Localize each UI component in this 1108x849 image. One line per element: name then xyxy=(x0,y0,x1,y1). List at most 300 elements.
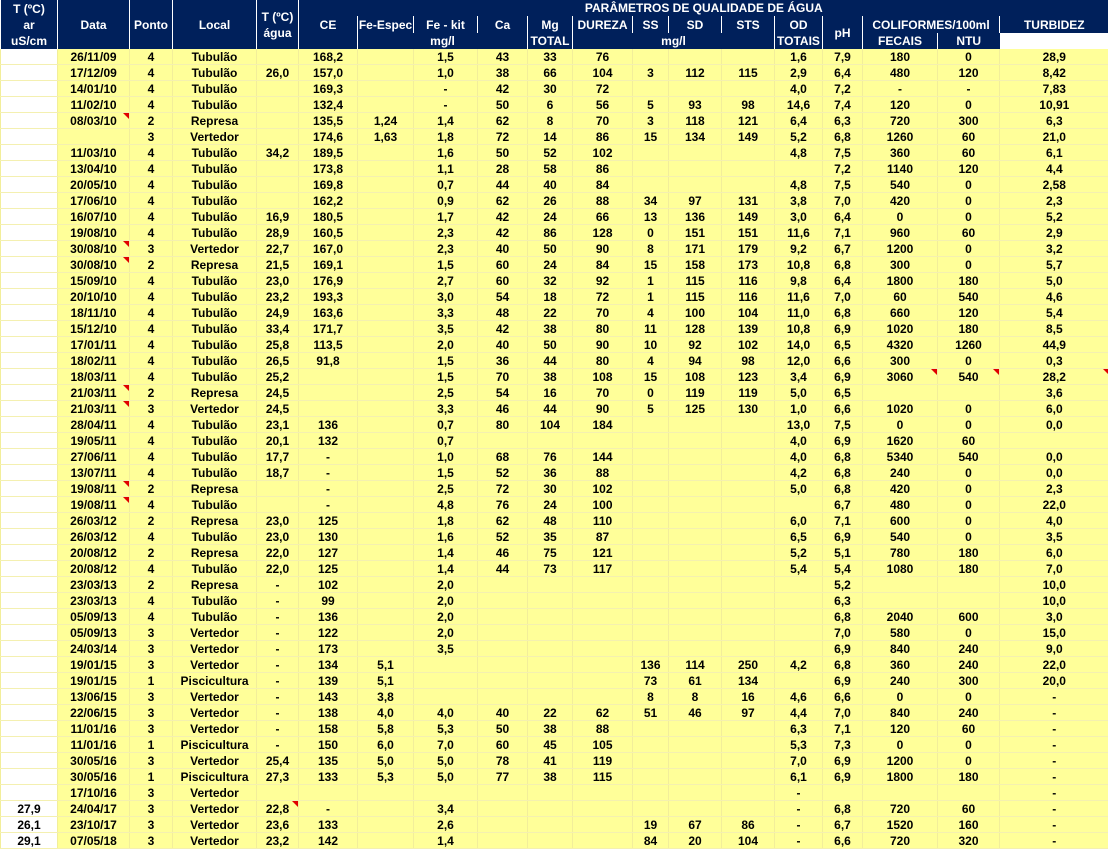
cell-od[interactable]: 3,0 xyxy=(775,209,823,225)
cell-coliformes-fecais[interactable]: 0 xyxy=(938,193,1000,209)
cell-sts[interactable]: 134 xyxy=(722,673,775,689)
cell-ss[interactable]: 5 xyxy=(633,401,669,417)
cell-coliformes-fecais[interactable]: 180 xyxy=(938,769,1000,785)
cell-ph[interactable]: 7,0 xyxy=(823,705,863,721)
cell-data[interactable]: 13/04/10 xyxy=(58,161,130,177)
cell-fe-kit[interactable]: 2,6 xyxy=(414,817,478,833)
cell-mg[interactable]: 24 xyxy=(528,209,573,225)
cell-ca[interactable]: 50 xyxy=(478,97,528,113)
cell-ca[interactable]: 50 xyxy=(478,145,528,161)
cell-coliformes-totais[interactable]: 360 xyxy=(863,145,938,161)
cell-mg[interactable]: 40 xyxy=(528,177,573,193)
cell-local[interactable]: Tubulão xyxy=(173,289,257,305)
cell-ph[interactable]: 6,8 xyxy=(823,657,863,673)
cell-ss[interactable] xyxy=(633,593,669,609)
cell-t-agua[interactable]: 25,8 xyxy=(257,337,299,353)
cell-data[interactable]: 11/01/16 xyxy=(58,721,130,737)
cell-fe-espec[interactable] xyxy=(358,481,414,497)
cell-sd[interactable] xyxy=(669,433,722,449)
cell-t-agua[interactable]: 23,0 xyxy=(257,529,299,545)
cell-t-agua[interactable]: - xyxy=(257,689,299,705)
cell-ca[interactable]: 68 xyxy=(478,449,528,465)
cell-turbidez[interactable]: - xyxy=(1000,705,1108,721)
cell-t-ar[interactable] xyxy=(1,353,58,369)
cell-fe-kit[interactable]: 4,0 xyxy=(414,705,478,721)
cell-ph[interactable]: 7,4 xyxy=(823,97,863,113)
cell-fe-kit[interactable]: 5,0 xyxy=(414,753,478,769)
cell-ph[interactable]: 6,8 xyxy=(823,465,863,481)
cell-coliformes-totais[interactable] xyxy=(863,785,938,801)
cell-coliformes-totais[interactable]: 3060 xyxy=(863,369,938,385)
cell-ponto[interactable]: 3 xyxy=(130,785,173,801)
cell-local[interactable]: Tubulão xyxy=(173,305,257,321)
cell-t-agua[interactable]: 16,9 xyxy=(257,209,299,225)
cell-sts[interactable]: 121 xyxy=(722,113,775,129)
cell-t-agua[interactable]: - xyxy=(257,625,299,641)
cell-od[interactable]: 1,6 xyxy=(775,49,823,65)
cell-dureza[interactable] xyxy=(573,433,633,449)
cell-turbidez[interactable]: 0,0 xyxy=(1000,465,1108,481)
cell-ponto[interactable]: 4 xyxy=(130,289,173,305)
cell-sts[interactable] xyxy=(722,769,775,785)
cell-fe-kit[interactable]: 1,1 xyxy=(414,161,478,177)
cell-od[interactable]: 2,9 xyxy=(775,65,823,81)
cell-mg[interactable]: 30 xyxy=(528,481,573,497)
cell-coliformes-fecais[interactable]: 300 xyxy=(938,113,1000,129)
cell-t-agua[interactable]: 22,8 xyxy=(257,801,299,817)
cell-fe-espec[interactable] xyxy=(358,417,414,433)
cell-ponto[interactable]: 3 xyxy=(130,625,173,641)
cell-t-agua[interactable]: 20,1 xyxy=(257,433,299,449)
cell-sd[interactable]: 93 xyxy=(669,97,722,113)
cell-sd[interactable] xyxy=(669,513,722,529)
cell-ce[interactable]: 102 xyxy=(299,577,358,593)
cell-local[interactable]: Piscicultura xyxy=(173,769,257,785)
cell-ph[interactable]: 6,4 xyxy=(823,209,863,225)
cell-data[interactable]: 30/05/16 xyxy=(58,753,130,769)
cell-od[interactable] xyxy=(775,497,823,513)
cell-local[interactable]: Vertedor xyxy=(173,657,257,673)
cell-t-ar[interactable] xyxy=(1,289,58,305)
cell-coliformes-totais[interactable]: 720 xyxy=(863,113,938,129)
cell-local[interactable]: Tubulão xyxy=(173,561,257,577)
cell-coliformes-fecais[interactable]: 0 xyxy=(938,529,1000,545)
cell-coliformes-fecais[interactable]: 0 xyxy=(938,737,1000,753)
cell-fe-espec[interactable] xyxy=(358,145,414,161)
cell-ce[interactable]: 134 xyxy=(299,657,358,673)
cell-mg[interactable]: 75 xyxy=(528,545,573,561)
cell-ce[interactable]: 132,4 xyxy=(299,97,358,113)
cell-sd[interactable] xyxy=(669,641,722,657)
cell-mg[interactable] xyxy=(528,593,573,609)
cell-ce[interactable]: 176,9 xyxy=(299,273,358,289)
cell-local[interactable]: Represa xyxy=(173,577,257,593)
cell-fe-espec[interactable] xyxy=(358,49,414,65)
cell-ponto[interactable]: 4 xyxy=(130,225,173,241)
cell-t-agua[interactable]: 26,0 xyxy=(257,65,299,81)
cell-ca[interactable] xyxy=(478,577,528,593)
cell-ss[interactable]: 84 xyxy=(633,833,669,849)
cell-od[interactable] xyxy=(775,641,823,657)
cell-coliformes-fecais[interactable]: 0 xyxy=(938,417,1000,433)
cell-data[interactable]: 11/03/10 xyxy=(58,145,130,161)
cell-turbidez[interactable]: 10,0 xyxy=(1000,593,1108,609)
cell-od[interactable]: 4,2 xyxy=(775,657,823,673)
cell-t-agua[interactable] xyxy=(257,81,299,97)
cell-ph[interactable]: 5,1 xyxy=(823,545,863,561)
cell-t-ar[interactable] xyxy=(1,449,58,465)
cell-ss[interactable]: 136 xyxy=(633,657,669,673)
cell-ss[interactable]: 4 xyxy=(633,305,669,321)
cell-fe-kit[interactable]: 5,0 xyxy=(414,769,478,785)
cell-ss[interactable] xyxy=(633,81,669,97)
cell-dureza[interactable]: 100 xyxy=(573,497,633,513)
cell-local[interactable]: Tubulão xyxy=(173,209,257,225)
cell-t-agua[interactable]: - xyxy=(257,577,299,593)
cell-ca[interactable]: 54 xyxy=(478,289,528,305)
cell-t-agua[interactable]: 23,2 xyxy=(257,833,299,849)
cell-coliformes-totais[interactable]: 0 xyxy=(863,417,938,433)
cell-t-agua[interactable]: 23,6 xyxy=(257,817,299,833)
cell-sts[interactable] xyxy=(722,81,775,97)
cell-local[interactable]: Vertedor xyxy=(173,641,257,657)
cell-t-ar[interactable] xyxy=(1,305,58,321)
cell-mg[interactable]: 73 xyxy=(528,561,573,577)
cell-ss[interactable] xyxy=(633,449,669,465)
cell-data[interactable]: 27/06/11 xyxy=(58,449,130,465)
cell-fe-kit[interactable]: 0,7 xyxy=(414,433,478,449)
cell-fe-kit[interactable]: 1,4 xyxy=(414,545,478,561)
cell-sd[interactable] xyxy=(669,625,722,641)
cell-t-ar[interactable] xyxy=(1,737,58,753)
cell-ponto[interactable]: 3 xyxy=(130,689,173,705)
cell-ca[interactable]: 62 xyxy=(478,513,528,529)
cell-fe-espec[interactable] xyxy=(358,97,414,113)
cell-coliformes-fecais[interactable]: 0 xyxy=(938,497,1000,513)
cell-fe-espec[interactable] xyxy=(358,561,414,577)
cell-data[interactable]: 23/03/13 xyxy=(58,593,130,609)
cell-t-agua[interactable]: 34,2 xyxy=(257,145,299,161)
cell-coliformes-fecais[interactable]: 300 xyxy=(938,673,1000,689)
cell-ce[interactable]: 143 xyxy=(299,689,358,705)
cell-od[interactable] xyxy=(775,161,823,177)
cell-fe-kit[interactable] xyxy=(414,689,478,705)
cell-sd[interactable]: 151 xyxy=(669,225,722,241)
cell-local[interactable]: Vertedor xyxy=(173,705,257,721)
cell-ss[interactable]: 3 xyxy=(633,113,669,129)
cell-fe-espec[interactable]: 5,8 xyxy=(358,721,414,737)
cell-t-ar[interactable]: 27,9 xyxy=(1,801,58,817)
cell-dureza[interactable]: 80 xyxy=(573,321,633,337)
cell-sd[interactable]: 108 xyxy=(669,369,722,385)
cell-t-agua[interactable]: - xyxy=(257,737,299,753)
cell-sts[interactable] xyxy=(722,449,775,465)
cell-ce[interactable]: 136 xyxy=(299,417,358,433)
cell-ss[interactable]: 19 xyxy=(633,817,669,833)
cell-fe-espec[interactable] xyxy=(358,241,414,257)
cell-data[interactable]: 19/08/11 xyxy=(58,481,130,497)
cell-sd[interactable]: 119 xyxy=(669,385,722,401)
cell-sd[interactable]: 67 xyxy=(669,817,722,833)
cell-ce[interactable]: 174,6 xyxy=(299,129,358,145)
cell-ponto[interactable]: 2 xyxy=(130,545,173,561)
cell-ce[interactable]: 163,6 xyxy=(299,305,358,321)
cell-fe-espec[interactable]: 6,0 xyxy=(358,737,414,753)
cell-data[interactable]: 21/03/11 xyxy=(58,385,130,401)
cell-sd[interactable] xyxy=(669,609,722,625)
cell-data[interactable]: 19/08/11 xyxy=(58,497,130,513)
cell-turbidez[interactable]: 0,0 xyxy=(1000,449,1108,465)
cell-local[interactable]: Tubulão xyxy=(173,177,257,193)
cell-ce[interactable]: 113,5 xyxy=(299,337,358,353)
cell-coliformes-totais[interactable]: 1020 xyxy=(863,321,938,337)
cell-coliformes-totais[interactable]: 240 xyxy=(863,673,938,689)
cell-sd[interactable] xyxy=(669,721,722,737)
cell-t-agua[interactable]: 24,5 xyxy=(257,385,299,401)
cell-sd[interactable]: 134 xyxy=(669,129,722,145)
cell-mg[interactable] xyxy=(528,625,573,641)
cell-sd[interactable] xyxy=(669,753,722,769)
cell-mg[interactable]: 18 xyxy=(528,289,573,305)
cell-coliformes-totais[interactable]: 660 xyxy=(863,305,938,321)
cell-sts[interactable] xyxy=(722,145,775,161)
cell-sts[interactable] xyxy=(722,593,775,609)
cell-data[interactable]: 14/01/10 xyxy=(58,81,130,97)
cell-coliformes-totais[interactable]: 720 xyxy=(863,833,938,849)
cell-fe-espec[interactable] xyxy=(358,833,414,849)
cell-coliformes-totais[interactable]: 480 xyxy=(863,497,938,513)
cell-ponto[interactable]: 4 xyxy=(130,81,173,97)
cell-ponto[interactable]: 3 xyxy=(130,817,173,833)
cell-turbidez[interactable]: 2,3 xyxy=(1000,481,1108,497)
cell-local[interactable]: Tubulão xyxy=(173,353,257,369)
cell-sts[interactable]: 151 xyxy=(722,225,775,241)
cell-sts[interactable] xyxy=(722,737,775,753)
cell-data[interactable]: 11/02/10 xyxy=(58,97,130,113)
cell-turbidez[interactable]: 28,9 xyxy=(1000,49,1108,65)
cell-local[interactable]: Tubulão xyxy=(173,161,257,177)
cell-ponto[interactable]: 4 xyxy=(130,497,173,513)
cell-coliformes-fecais[interactable] xyxy=(938,593,1000,609)
cell-data[interactable] xyxy=(58,129,130,145)
cell-od[interactable]: 5,3 xyxy=(775,737,823,753)
cell-data[interactable]: 13/07/11 xyxy=(58,465,130,481)
cell-ss[interactable]: 5 xyxy=(633,97,669,113)
cell-ponto[interactable]: 4 xyxy=(130,273,173,289)
cell-local[interactable]: Represa xyxy=(173,481,257,497)
cell-ph[interactable]: 6,9 xyxy=(823,433,863,449)
cell-ca[interactable]: 46 xyxy=(478,545,528,561)
cell-t-agua[interactable] xyxy=(257,129,299,145)
cell-turbidez[interactable]: 44,9 xyxy=(1000,337,1108,353)
cell-ponto[interactable]: 2 xyxy=(130,257,173,273)
cell-t-ar[interactable] xyxy=(1,753,58,769)
cell-ss[interactable] xyxy=(633,465,669,481)
cell-fe-kit[interactable]: 0,7 xyxy=(414,177,478,193)
cell-ss[interactable]: 1 xyxy=(633,289,669,305)
cell-fe-kit[interactable]: 1,4 xyxy=(414,833,478,849)
cell-data[interactable]: 26/03/12 xyxy=(58,529,130,545)
cell-ce[interactable]: 189,5 xyxy=(299,145,358,161)
cell-sts[interactable] xyxy=(722,513,775,529)
cell-mg[interactable]: 38 xyxy=(528,769,573,785)
cell-ponto[interactable]: 3 xyxy=(130,705,173,721)
cell-dureza[interactable]: 88 xyxy=(573,193,633,209)
cell-coliformes-fecais[interactable]: 240 xyxy=(938,641,1000,657)
cell-t-ar[interactable] xyxy=(1,641,58,657)
cell-fe-espec[interactable]: 1,24 xyxy=(358,113,414,129)
cell-t-ar[interactable] xyxy=(1,385,58,401)
cell-t-ar[interactable] xyxy=(1,65,58,81)
cell-ss[interactable] xyxy=(633,513,669,529)
cell-t-ar[interactable] xyxy=(1,49,58,65)
cell-sd[interactable] xyxy=(669,145,722,161)
cell-ca[interactable] xyxy=(478,625,528,641)
cell-local[interactable]: Tubulão xyxy=(173,273,257,289)
cell-od[interactable]: 4,6 xyxy=(775,689,823,705)
cell-local[interactable]: Tubulão xyxy=(173,81,257,97)
cell-fe-kit[interactable]: 2,0 xyxy=(414,593,478,609)
cell-local[interactable]: Vertedor xyxy=(173,785,257,801)
cell-coliformes-totais[interactable]: 1140 xyxy=(863,161,938,177)
cell-ca[interactable] xyxy=(478,689,528,705)
cell-coliformes-fecais[interactable]: 1260 xyxy=(938,337,1000,353)
cell-t-agua[interactable]: - xyxy=(257,593,299,609)
cell-turbidez[interactable]: 3,6 xyxy=(1000,385,1108,401)
cell-sts[interactable]: 123 xyxy=(722,369,775,385)
cell-local[interactable]: Tubulão xyxy=(173,529,257,545)
cell-fe-espec[interactable]: 1,63 xyxy=(358,129,414,145)
cell-ca[interactable] xyxy=(478,785,528,801)
cell-local[interactable]: Piscicultura xyxy=(173,737,257,753)
cell-dureza[interactable] xyxy=(573,673,633,689)
cell-sd[interactable] xyxy=(669,577,722,593)
cell-ss[interactable]: 4 xyxy=(633,353,669,369)
cell-data[interactable]: 26/11/09 xyxy=(58,49,130,65)
cell-sd[interactable] xyxy=(669,737,722,753)
cell-dureza[interactable]: 119 xyxy=(573,753,633,769)
cell-sd[interactable] xyxy=(669,769,722,785)
cell-ce[interactable]: 169,8 xyxy=(299,177,358,193)
cell-local[interactable]: Represa xyxy=(173,257,257,273)
cell-dureza[interactable] xyxy=(573,577,633,593)
cell-ca[interactable] xyxy=(478,673,528,689)
cell-mg[interactable]: 50 xyxy=(528,337,573,353)
cell-ponto[interactable]: 3 xyxy=(130,721,173,737)
cell-ph[interactable]: 7,1 xyxy=(823,721,863,737)
cell-fe-espec[interactable]: 4,0 xyxy=(358,705,414,721)
cell-ca[interactable]: 54 xyxy=(478,385,528,401)
cell-turbidez[interactable]: 6,0 xyxy=(1000,545,1108,561)
cell-od[interactable]: 4,8 xyxy=(775,145,823,161)
cell-coliformes-totais[interactable]: 1520 xyxy=(863,817,938,833)
cell-dureza[interactable]: 70 xyxy=(573,113,633,129)
cell-ponto[interactable]: 1 xyxy=(130,769,173,785)
cell-sd[interactable]: 46 xyxy=(669,705,722,721)
cell-t-agua[interactable] xyxy=(257,49,299,65)
cell-od[interactable]: 14,0 xyxy=(775,337,823,353)
cell-local[interactable]: Represa xyxy=(173,545,257,561)
cell-ce[interactable] xyxy=(299,369,358,385)
cell-ca[interactable]: 77 xyxy=(478,769,528,785)
cell-t-agua[interactable]: 24,5 xyxy=(257,401,299,417)
cell-ponto[interactable]: 4 xyxy=(130,465,173,481)
cell-t-agua[interactable]: - xyxy=(257,705,299,721)
cell-od[interactable]: - xyxy=(775,785,823,801)
cell-fe-kit[interactable]: 1,6 xyxy=(414,529,478,545)
cell-ponto[interactable]: 4 xyxy=(130,353,173,369)
cell-data[interactable]: 24/04/17 xyxy=(58,801,130,817)
cell-turbidez[interactable] xyxy=(1000,433,1108,449)
cell-coliformes-fecais[interactable]: 0 xyxy=(938,353,1000,369)
cell-fe-espec[interactable] xyxy=(358,337,414,353)
cell-coliformes-totais[interactable]: 1080 xyxy=(863,561,938,577)
cell-ph[interactable]: 6,9 xyxy=(823,673,863,689)
cell-ce[interactable]: 125 xyxy=(299,513,358,529)
cell-data[interactable]: 11/01/16 xyxy=(58,737,130,753)
cell-ce[interactable]: 169,1 xyxy=(299,257,358,273)
cell-t-agua[interactable] xyxy=(257,481,299,497)
cell-fe-espec[interactable] xyxy=(358,225,414,241)
cell-coliformes-fecais[interactable]: 540 xyxy=(938,449,1000,465)
cell-fe-espec[interactable] xyxy=(358,593,414,609)
cell-mg[interactable]: 50 xyxy=(528,241,573,257)
cell-od[interactable]: 11,6 xyxy=(775,225,823,241)
cell-dureza[interactable]: 90 xyxy=(573,401,633,417)
cell-ce[interactable]: 99 xyxy=(299,593,358,609)
cell-mg[interactable]: 38 xyxy=(528,721,573,737)
cell-ponto[interactable]: 1 xyxy=(130,673,173,689)
cell-turbidez[interactable]: 6,0 xyxy=(1000,401,1108,417)
cell-sts[interactable]: 149 xyxy=(722,129,775,145)
cell-local[interactable]: Vertedor xyxy=(173,241,257,257)
cell-od[interactable] xyxy=(775,625,823,641)
cell-ponto[interactable]: 4 xyxy=(130,145,173,161)
cell-ph[interactable]: 6,9 xyxy=(823,369,863,385)
cell-data[interactable]: 19/01/15 xyxy=(58,657,130,673)
cell-ce[interactable]: 135,5 xyxy=(299,113,358,129)
cell-data[interactable]: 19/08/10 xyxy=(58,225,130,241)
cell-ponto[interactable]: 2 xyxy=(130,113,173,129)
cell-ponto[interactable]: 2 xyxy=(130,481,173,497)
cell-sd[interactable] xyxy=(669,801,722,817)
cell-od[interactable]: 4,0 xyxy=(775,81,823,97)
cell-od[interactable]: - xyxy=(775,801,823,817)
cell-ss[interactable]: 15 xyxy=(633,257,669,273)
cell-dureza[interactable]: 115 xyxy=(573,769,633,785)
cell-data[interactable]: 15/12/10 xyxy=(58,321,130,337)
cell-local[interactable]: Vertedor xyxy=(173,625,257,641)
cell-fe-espec[interactable] xyxy=(358,161,414,177)
cell-ss[interactable]: 51 xyxy=(633,705,669,721)
cell-sts[interactable] xyxy=(722,545,775,561)
cell-fe-espec[interactable] xyxy=(358,273,414,289)
cell-ca[interactable]: 48 xyxy=(478,305,528,321)
cell-fe-espec[interactable] xyxy=(358,625,414,641)
cell-ca[interactable]: 38 xyxy=(478,65,528,81)
cell-sd[interactable] xyxy=(669,177,722,193)
cell-data[interactable]: 20/10/10 xyxy=(58,289,130,305)
cell-coliformes-fecais[interactable]: 240 xyxy=(938,705,1000,721)
cell-od[interactable]: 1,0 xyxy=(775,401,823,417)
cell-ce[interactable]: 171,7 xyxy=(299,321,358,337)
cell-mg[interactable]: 30 xyxy=(528,81,573,97)
cell-sts[interactable] xyxy=(722,529,775,545)
cell-coliformes-fecais[interactable]: 60 xyxy=(938,225,1000,241)
cell-fe-kit[interactable]: 1,7 xyxy=(414,209,478,225)
cell-coliformes-fecais[interactable]: 60 xyxy=(938,433,1000,449)
cell-t-ar[interactable] xyxy=(1,625,58,641)
